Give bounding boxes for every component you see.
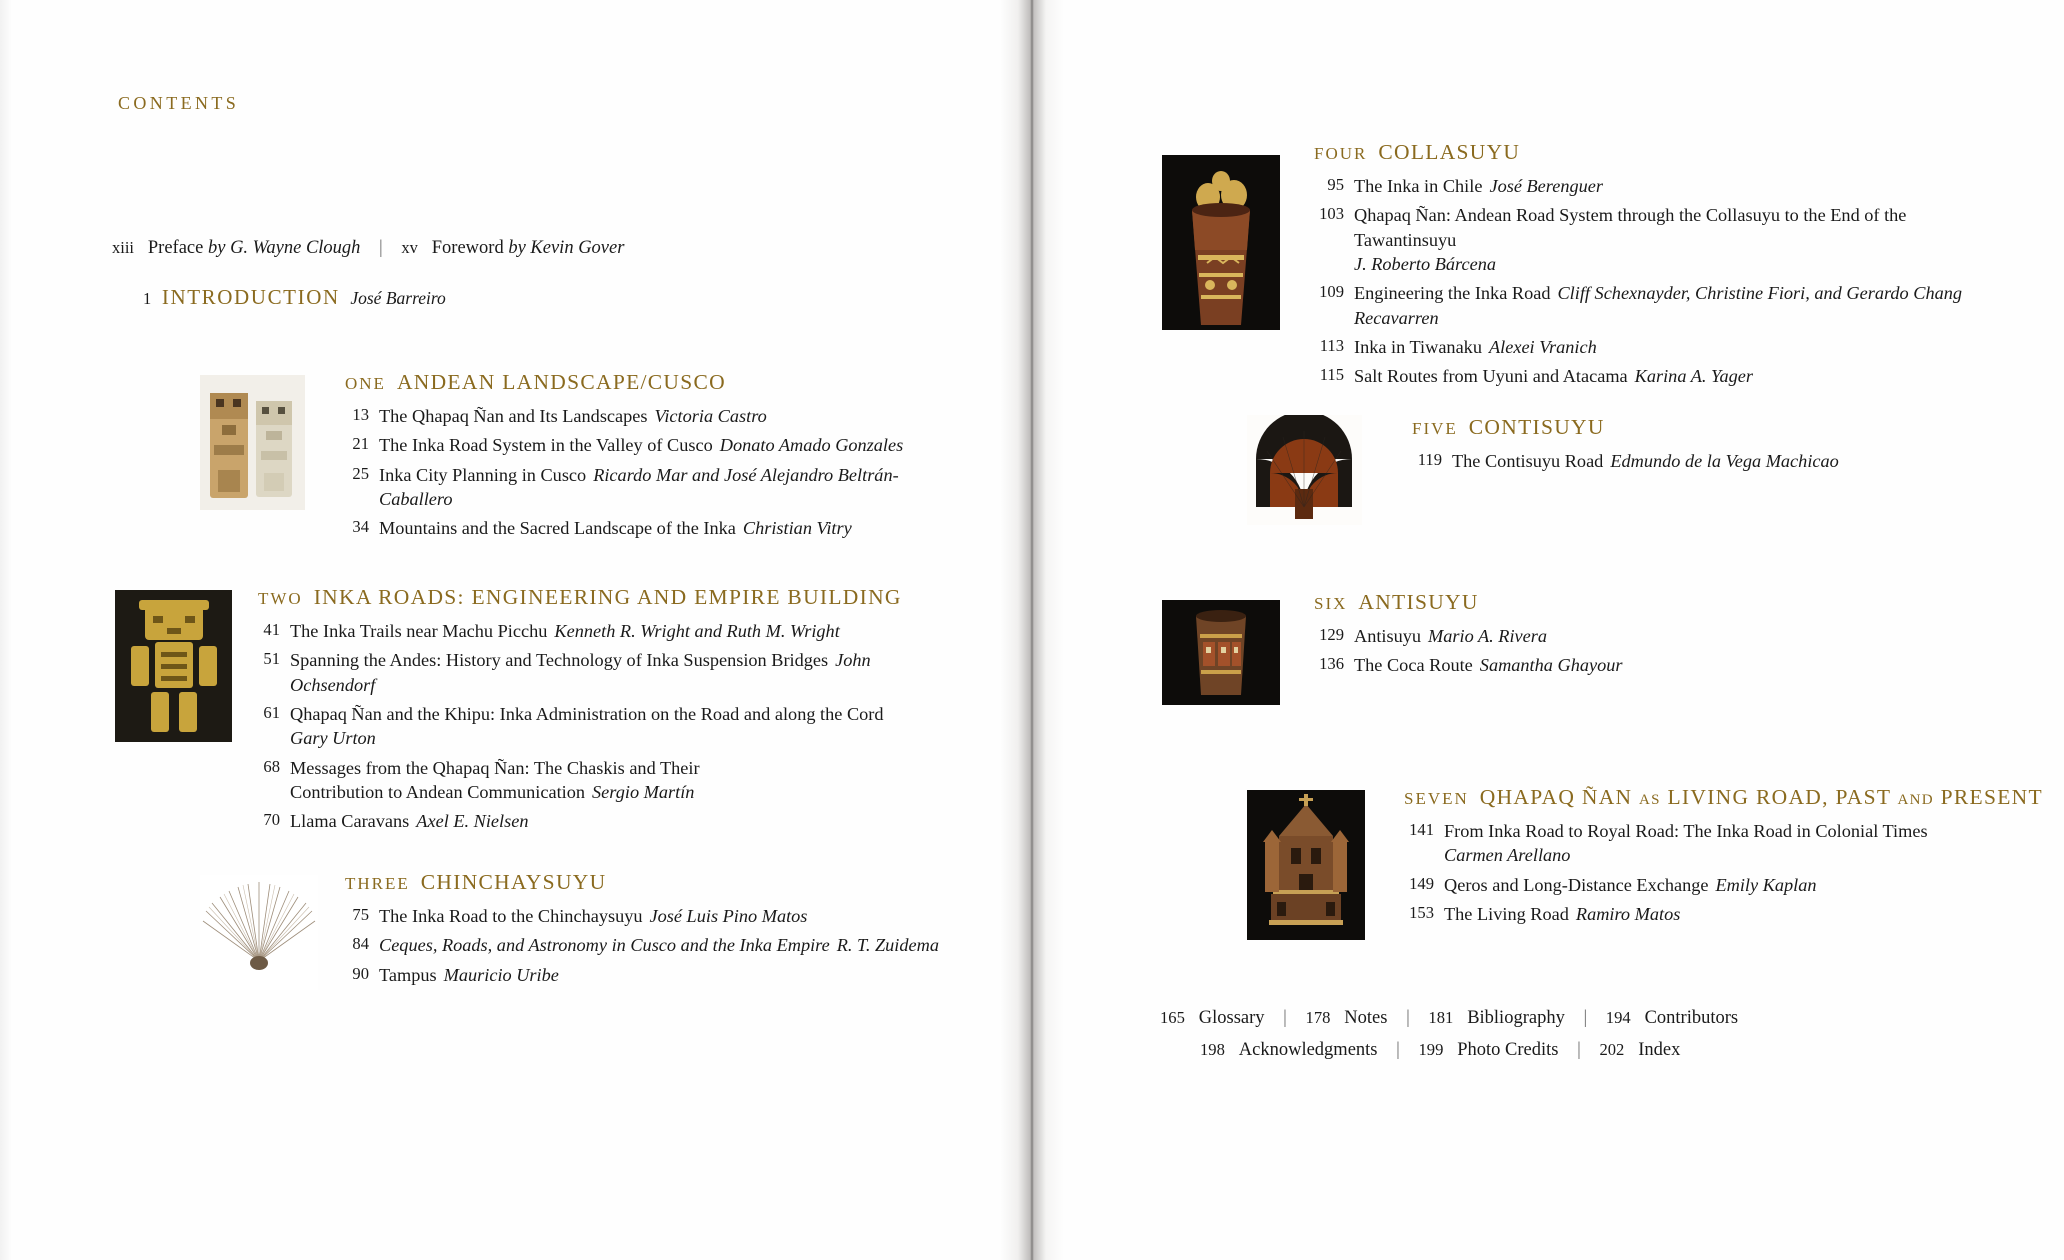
- entry-page: 119: [1417, 450, 1442, 469]
- toc-entry: [1314, 364, 2004, 388]
- entry-author: Edmundo de la Vega Machicao: [1610, 451, 1839, 471]
- section-one-number: ONE: [345, 374, 386, 393]
- section-five-title: CONTISUYU: [1468, 415, 1605, 439]
- section-five: [1412, 415, 2012, 478]
- entry-text: The Qhapaq Ñan and Its Landscapes Victoria Castro: [379, 406, 767, 426]
- separator-bar: |: [1283, 1008, 1287, 1028]
- entry-page: 109: [1319, 282, 1344, 302]
- section-three-heading: [345, 870, 945, 895]
- introduction-label: INTRODUCTION: [161, 285, 340, 309]
- section-two-title: INKA ROADS: ENGINEERING AND EMPIRE BUILDING: [313, 585, 902, 609]
- backmatter-label: Acknowledgments: [1238, 1040, 1378, 1060]
- entry-page: 115: [1319, 365, 1344, 385]
- toc-entry: [345, 933, 945, 957]
- entry-author: Gary Urton: [290, 728, 376, 749]
- section-seven-number: SEVEN: [1404, 789, 1469, 808]
- backmatter-label: Notes: [1344, 1008, 1388, 1028]
- entry-page: 153: [1409, 902, 1434, 922]
- section-four-heading: [1314, 140, 2004, 165]
- page-title: contents: [118, 88, 240, 115]
- entry-author: R. T. Zuidema: [836, 935, 939, 956]
- entry-page: 129: [1319, 625, 1344, 644]
- entry-page: 61: [263, 702, 280, 722]
- separator-bar: |: [1406, 1008, 1410, 1028]
- section-three-number: THREE: [345, 874, 410, 893]
- entry-page: 25: [352, 463, 369, 483]
- section-two: [258, 585, 902, 839]
- entry-author: Kenneth R. Wright and Ruth M. Wright: [554, 621, 840, 641]
- entry-text: Qhapaq Ñan and the Khipu: Inka Administration on the Road and along the Cord Gary Urton: [290, 702, 898, 751]
- frontmatter-page-xv: xv: [401, 238, 418, 257]
- entry-text: The Contisuyu Road Edmundo de la Vega Machicao: [1452, 451, 1839, 471]
- section-three-title: CHINCHAYSUYU: [420, 870, 607, 894]
- introduction-page: 1: [143, 289, 152, 308]
- separator-bar: |: [1577, 1040, 1581, 1060]
- toc-entry: [1404, 873, 2044, 897]
- section-six-number: SIX: [1314, 594, 1348, 613]
- entry-author: John Ochsendorf: [290, 650, 871, 695]
- frontmatter-line: xiii Preface by G. Wayne Clough | xv Foreword by Kevin Gover: [112, 238, 625, 258]
- section-five-number: FIVE: [1412, 419, 1458, 438]
- ceramic-church-model-thumbnail: [1247, 790, 1365, 940]
- frontmatter-page-xiii: xiii: [112, 238, 135, 257]
- entry-page: 70: [263, 810, 280, 830]
- section-six-heading: [1314, 590, 1914, 615]
- backmatter-label: Index: [1638, 1040, 1681, 1060]
- entry-author: Karina A. Yager: [1634, 366, 1754, 387]
- toc-entry: [1404, 902, 2044, 926]
- entry-text: Engineering the Inka Road Cliff Schexnayder, Christine Fiori, and Gerardo Chang Recavarren: [1354, 283, 1963, 328]
- separator-bar: |: [1583, 1008, 1588, 1028]
- entry-page: 141: [1409, 820, 1434, 839]
- entry-author: José Berenguer: [1489, 176, 1603, 196]
- entry-text: Llama Caravans Axel E. Nielsen: [290, 811, 529, 832]
- entry-page: 34: [352, 517, 369, 537]
- entry-author: Samantha Ghayour: [1479, 655, 1623, 676]
- backmatter-page: 199: [1418, 1040, 1444, 1059]
- entry-page: 41: [263, 620, 280, 639]
- section-one-heading: [345, 370, 955, 395]
- entry-author: Carmen Arellano: [1444, 845, 1571, 866]
- backmatter-label: Bibliography: [1467, 1008, 1565, 1028]
- entry-page: 68: [263, 756, 280, 776]
- entry-author: Ricardo Mar and José Alejandro Beltrán-Caballero: [379, 464, 899, 509]
- section-two-number: TWO: [258, 589, 303, 608]
- entry-text: Qeros and Long-Distance Exchange Emily Kaplan: [1444, 874, 1817, 895]
- entry-text: Qhapaq Ñan: Andean Road System through the Collasuyu to the End of the Tawantinsuyu J. Roberto Bárcena: [1354, 203, 2004, 276]
- backmatter-label: Glossary: [1198, 1008, 1265, 1028]
- section-four-title: COLLASUYU: [1378, 140, 1521, 164]
- section-five-heading: [1412, 415, 2012, 440]
- entry-author: Christian Vitry: [742, 518, 852, 539]
- section-two-heading: [258, 585, 902, 610]
- wooden-kero-cup-thumbnail: [1162, 600, 1280, 705]
- toc-entry: [258, 809, 898, 833]
- backmatter-page: 198: [1200, 1040, 1225, 1059]
- section-four: [1314, 140, 2004, 394]
- gold-figure-thumbnail: [115, 590, 232, 742]
- feather-headdress-thumbnail: [1247, 415, 1362, 525]
- toc-entry: [1314, 281, 2004, 330]
- entry-author: Sergio Martín: [592, 781, 695, 802]
- section-four-number: FOUR: [1314, 144, 1368, 163]
- entry-text: The Inka in Chile José Berenguer: [1354, 176, 1603, 196]
- entry-text: Inka City Planning in Cusco Ricardo Mar and José Alejandro Beltrán-Caballero: [379, 464, 899, 509]
- section-one: [345, 370, 955, 546]
- entry-author: Emily Kaplan: [1715, 874, 1817, 895]
- entry-text: Ceques, Roads, and Astronomy in Cusco and the Inka Empire R. T. Zuidema: [379, 935, 939, 956]
- entry-text: The Inka Road to the Chinchaysuyu José Luis Pino Matos: [379, 906, 808, 926]
- toc-entry: [1314, 174, 2004, 198]
- entry-page: 90: [352, 963, 369, 983]
- toc-entry: [345, 963, 945, 987]
- toc-entry: [1314, 203, 2004, 276]
- entry-text: Inka in Tiwanaku Alexei Vranich: [1354, 336, 1597, 357]
- stone-figurines-thumbnail: [200, 375, 305, 510]
- entry-author: José Luis Pino Matos: [649, 906, 808, 926]
- feather-ornament-thumbnail: [200, 875, 318, 990]
- entry-text: The Living Road Ramiro Matos: [1444, 903, 1681, 924]
- toc-entry: [258, 619, 898, 643]
- toc-entry: [1314, 624, 1914, 648]
- entry-text: The Inka Road System in the Valley of Cusco Donato Amado Gonzales: [379, 435, 904, 456]
- entry-text: From Inka Road to Royal Road: The Inka Road in Colonial Times Carmen Arellano: [1444, 819, 2044, 868]
- toc-entry: [1412, 449, 2012, 473]
- section-one-title: ANDEAN LANDSCAPE/CUSCO: [396, 370, 726, 394]
- backmatter-row-1: [1160, 1008, 1738, 1029]
- backmatter-row-2: [1200, 1040, 1680, 1061]
- entry-author: Mauricio Uribe: [443, 964, 559, 985]
- entry-author: Axel E. Nielsen: [416, 811, 529, 832]
- entry-author: Victoria Castro: [654, 406, 767, 426]
- entry-text: The Inka Trails near Machu Picchu Kenneth R. Wright and Ruth M. Wright: [290, 621, 840, 641]
- section-six: [1314, 590, 1914, 683]
- entry-page: 75: [352, 905, 369, 924]
- toc-entry: [1314, 335, 2004, 359]
- toc-entry: [345, 463, 955, 512]
- entry-text: Mountains and the Sacred Landscape of the Inka Christian Vitry: [379, 518, 852, 539]
- entry-text: Messages from the Qhapaq Ñan: The Chaskis and Their Contribution to Andean Communication Sergio Martín: [290, 757, 700, 802]
- entry-page: 21: [352, 434, 369, 454]
- toc-entry: [258, 756, 898, 805]
- introduction-entry: [143, 285, 446, 310]
- page-edge-shadow: [0, 0, 12, 1260]
- toc-entry: [1404, 819, 2044, 868]
- backmatter-label: Contributors: [1644, 1008, 1739, 1028]
- entry-page: 84: [352, 934, 369, 954]
- toc-entry: [345, 516, 955, 540]
- painted-kero-vessel-thumbnail: [1162, 155, 1280, 330]
- toc-entry: [258, 648, 898, 697]
- toc-entry: [345, 433, 955, 457]
- backmatter-label: Photo Credits: [1457, 1040, 1559, 1060]
- entry-author: Mario A. Rivera: [1428, 626, 1548, 646]
- toc-entry: [1314, 653, 1914, 677]
- entry-author: Alexei Vranich: [1488, 336, 1597, 357]
- entry-author: Donato Amado Gonzales: [719, 435, 904, 456]
- introduction-author: José Barreiro: [350, 288, 446, 308]
- entry-text: Salt Routes from Uyuni and Atacama Karina A. Yager: [1354, 366, 1754, 387]
- backmatter-page: 178: [1305, 1008, 1331, 1027]
- section-seven: [1404, 785, 2044, 931]
- entry-text: Spanning the Andes: History and Technology of Inka Suspension Bridges John Ochsendorf: [290, 650, 871, 695]
- separator-bar: |: [379, 238, 383, 258]
- entry-page: 95: [1327, 175, 1344, 194]
- entry-page: 149: [1409, 873, 1434, 893]
- entry-page: 113: [1319, 335, 1344, 355]
- entry-text: Antisuyu Mario A. Rivera: [1354, 626, 1548, 646]
- entry-author: Cliff Schexnayder, Christine Fiori, and Gerardo Chang Recavarren: [1354, 283, 1963, 328]
- entry-text: Tampus Mauricio Uribe: [379, 964, 559, 985]
- section-seven-heading: [1404, 785, 2044, 810]
- section-six-title: ANTISUYU: [1358, 590, 1479, 614]
- toc-entry: [258, 702, 898, 751]
- section-three: [345, 870, 945, 992]
- right-page: [1032, 0, 2064, 1260]
- toc-entry: [345, 904, 945, 928]
- backmatter-page: 202: [1599, 1040, 1625, 1059]
- toc-entry: [345, 404, 955, 428]
- backmatter-page: 194: [1605, 1008, 1631, 1027]
- section-seven-title: QHAPAQ ÑAN as LIVING ROAD, PAST and PRESENT: [1479, 785, 2043, 809]
- entry-page: 103: [1319, 204, 1344, 224]
- entry-page: 13: [352, 405, 369, 424]
- entry-page: 51: [263, 649, 280, 669]
- separator-bar: |: [1396, 1040, 1400, 1060]
- entry-author: Ramiro Matos: [1575, 903, 1681, 924]
- entry-text: The Coca Route Samantha Ghayour: [1354, 655, 1623, 676]
- entry-page: 136: [1319, 654, 1344, 674]
- backmatter-page: 165: [1160, 1008, 1185, 1027]
- entry-author: J. Roberto Bárcena: [1354, 253, 1496, 274]
- backmatter-page: 181: [1428, 1008, 1454, 1027]
